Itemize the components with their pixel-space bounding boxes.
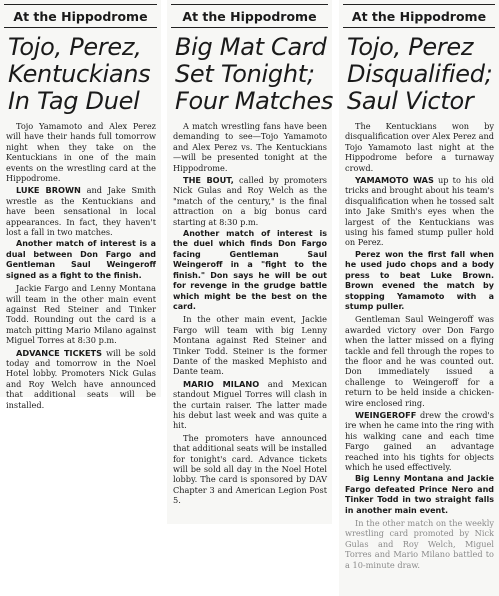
paragraph-text: Jackie Fargo and Lenny Montana will team in the other main event against Red Steiner and Tinker Todd. Rounding out the card is a match pitting Mario Milano against Miguel Torres at 8:30 p.m.: [6, 283, 156, 346]
article-paragraph: [6, 283, 156, 345]
headline-line: Set Tonight;: [175, 60, 315, 88]
article-paragraph: [345, 474, 494, 516]
article-body: [173, 121, 327, 506]
paragraph-text: In the other match on the weekly wrestling card promoted by Nick Gulas and Roy Welch, Miguel Torres and Mario Milano battled to a 10-minute draw.: [345, 518, 494, 570]
article-paragraph: [173, 121, 327, 173]
article-paragraph: [173, 314, 327, 376]
paragraph-text: Perez won the first fall when he used judo chops and a body press to beat Luke Brown. Brown evened the match by stopping Yamamoto with a stump puller.: [345, 249, 494, 311]
paragraph-lead-in: ADVANCE TICKETS: [16, 347, 103, 358]
paragraph-text: In the other main event, Jackie Fargo will team with big Lenny Montana against Red Steiner and Tinker Todd. Steiner is the former Dante of the masked Mephisto and Dante team.: [173, 314, 327, 377]
paragraph-text: called by promoters Nick Gulas and Roy Welch as the "match of the century," is the final attraction on a big bonus card starting at 8:30 p.m.: [173, 175, 327, 227]
headline-line: Disqualified;: [347, 60, 493, 88]
headline-line: Tojo, Perez,: [8, 33, 142, 61]
article-paragraph: [173, 175, 327, 227]
headline-line: Big Mat Card: [175, 33, 327, 61]
paragraph-text: up to his old tricks and brought about his team's disqualification when he tossed salt into Jake Smith's eyes when the largest of the Kentuckians was using his famed stump puller hold on Perez.: [345, 175, 494, 248]
article-paragraph: [173, 379, 327, 431]
kicker-label: At the Hippodrome: [171, 4, 328, 28]
article-paragraph: [345, 518, 494, 570]
paragraph-lead-in: THE BOUT,: [183, 175, 234, 186]
paragraph-text: Another match of interest is the duel which finds Don Fargo facing Gentleman Saul Weingeroff in a "fight to the finish." Don says he will be out for revenge in the grudge battle which might be the best on the card.: [173, 229, 327, 311]
article-paragraph: [345, 175, 494, 248]
paragraph-text: and Mexican standout Miguel Torres will clash in the curtain raiser. The latter made his debut last week and was quite a hit.: [173, 378, 327, 431]
paragraph-text: The Kentuckians won by disqualification over Alex Perez and Tojo Yamamoto last night at the Hippodrome before a turnaway crowd.: [345, 121, 494, 173]
paragraph-text: will be sold today and tomorrow in the Noel Hotel lobby. Promoters Nick Gulas and Roy Welch have announced that additional seats will be installed.: [6, 347, 156, 410]
article-paragraph: [173, 433, 327, 506]
paragraph-lead-in: WEINGEROFF: [355, 409, 417, 420]
article-paragraph: [345, 121, 494, 173]
paragraph-text: Big Lenny Montana and Jackie Fargo defeated Prince Nero and Tinker Todd in two straight falls in another main event.: [345, 474, 494, 515]
headline-line: Kentuckians: [8, 60, 151, 88]
paragraph-lead-in: LUKE BROWN: [16, 185, 81, 196]
paragraph-text: A match wrestling fans have been demanding to see—Tojo Yamamoto and Alex Perez vs. The Kentuckians—will be presented tonight at the Hippodrome.: [173, 121, 327, 173]
headline-line: Four Matches: [175, 87, 334, 115]
headline: [8, 34, 155, 115]
article-paragraph: [6, 185, 156, 237]
article-column-3: [339, 0, 499, 596]
article-paragraph: [6, 239, 156, 281]
article-paragraph: [6, 348, 156, 410]
paragraph-lead-in: YAMAMOTO WAS: [355, 175, 434, 186]
article-paragraph: [345, 314, 494, 408]
headline: [175, 33, 334, 115]
kicker-label: At the Hippodrome: [4, 4, 157, 28]
paragraph-text: Gentleman Saul Weingeroff was awarded victory over Don Fargo when the latter missed on a flying tackle and fell through the ropes to the floor and he was counted out. Don immediately issued a challenge to Weingeroff for a return to be held inside a chicken-wire enclosed ring.: [345, 314, 494, 408]
article-body: [6, 121, 156, 410]
article-paragraph: [345, 250, 494, 312]
paragraph-text: Tojo Yamamoto and Alex Perez will have their hands full tomorrow night when they take on the Kentuckians in one of the main events on the wrestling card at the Hippodrome.: [6, 121, 156, 184]
headline-line: Tojo, Perez: [347, 33, 474, 61]
paragraph-text: and Jake Smith wrestle as the Kentuckians and have been sensational in local appearances. In fact, they haven't lost a fall in two matches.: [6, 185, 157, 238]
headline-line: Saul Victor: [347, 87, 474, 115]
paragraph-text: The promoters have announced that additional seats will be installed for tonight's card. Advance tickets will be sold all day in the Noel Hotel lobby. The card is sponsored by DAV Chapter 3 and American Legion Post 5.: [173, 432, 327, 506]
article-paragraph: [173, 229, 327, 312]
paragraph-text: Another match of interest is a dual between Don Fargo and Gentleman Saul Weingeroff signed as a fight to the finish.: [6, 239, 156, 280]
article-column-2: [167, 0, 332, 524]
headline: [347, 34, 493, 115]
article-column-1: [0, 0, 161, 410]
paragraph-text: drew the crowd's ire when he came into the ring with his walking cane and each time Fargo gained an advantage reached into his tights for objects which he used effectively.: [345, 409, 494, 472]
paragraph-lead-in: MARIO MILANO: [183, 378, 260, 389]
kicker-label: At the Hippodrome: [343, 4, 495, 28]
article-paragraph: [345, 410, 494, 472]
article-body: [345, 121, 494, 570]
article-paragraph: [6, 121, 156, 183]
headline-line: In Tag Duel: [8, 87, 140, 115]
